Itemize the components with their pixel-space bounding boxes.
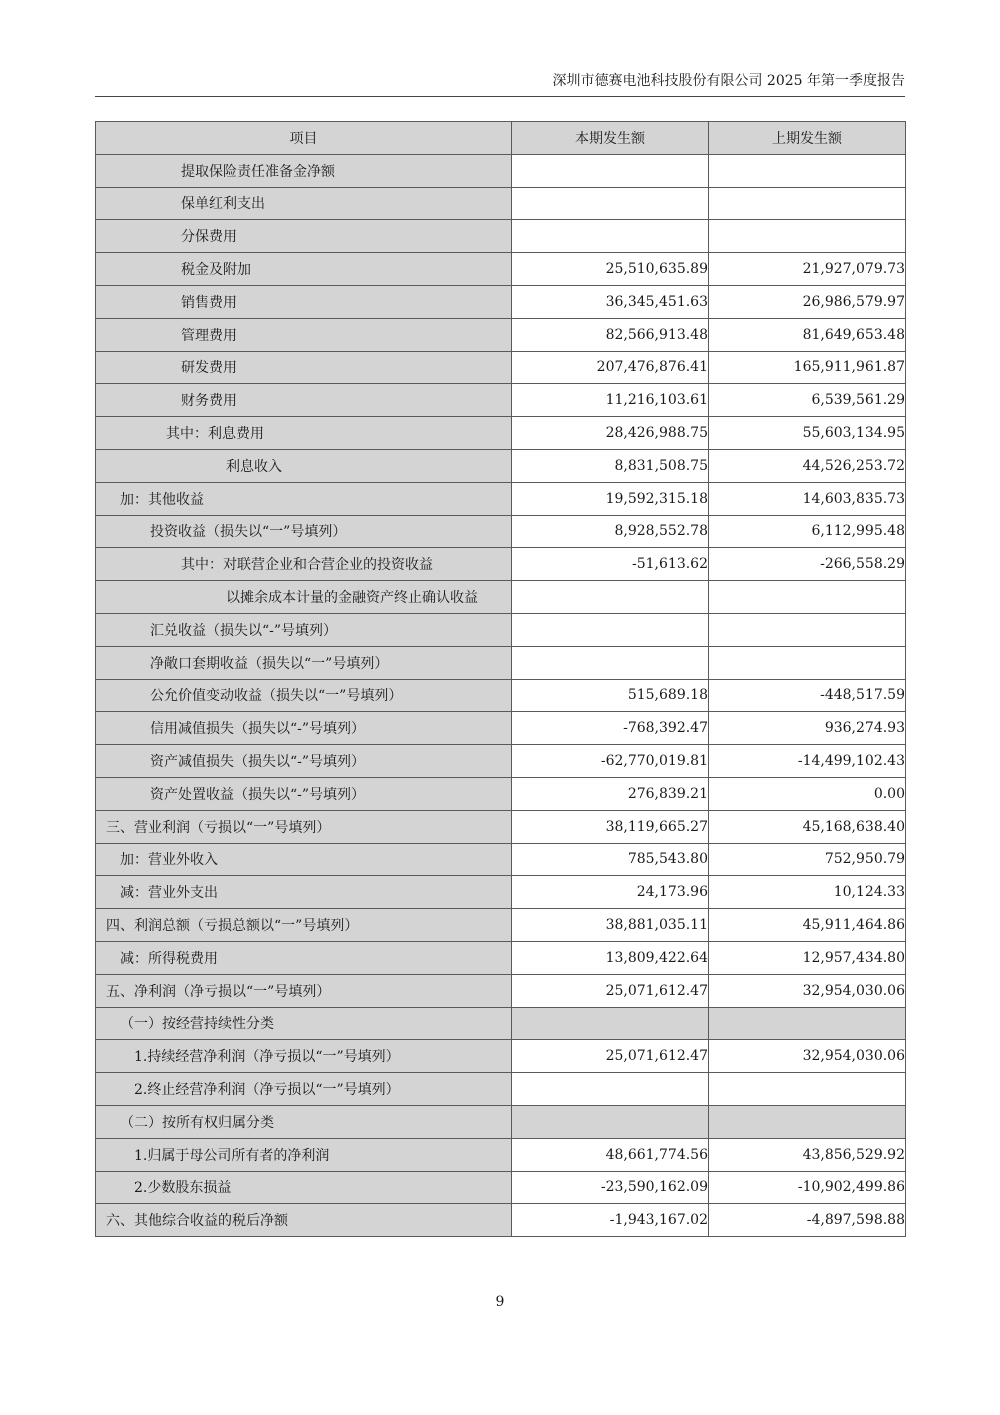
cell-prior: 165,911,961.87 bbox=[709, 351, 906, 384]
cell-prior: 6,112,995.48 bbox=[709, 515, 906, 548]
row-label: 公允价值变动收益（损失以“一”号填列） bbox=[96, 679, 512, 712]
cell-current: -768,392.47 bbox=[512, 712, 709, 745]
table-row bbox=[96, 351, 906, 384]
table-row bbox=[96, 777, 906, 810]
cell-prior bbox=[709, 220, 906, 253]
table-row bbox=[96, 745, 906, 778]
cell-current: 8,831,508.75 bbox=[512, 449, 709, 482]
cell-current: 28,426,988.75 bbox=[512, 417, 709, 450]
cell-current: 36,345,451.63 bbox=[512, 285, 709, 318]
cell-prior: -14,499,102.43 bbox=[709, 745, 906, 778]
cell-prior: -10,902,499.86 bbox=[709, 1171, 906, 1204]
cell-current: 207,476,876.41 bbox=[512, 351, 709, 384]
table-row bbox=[96, 220, 906, 253]
cell-current: 25,071,612.47 bbox=[512, 1040, 709, 1073]
cell-prior: 43,856,529.92 bbox=[709, 1138, 906, 1171]
table-row bbox=[96, 679, 906, 712]
table-row bbox=[96, 876, 906, 909]
table-row bbox=[96, 941, 906, 974]
table-row bbox=[96, 1171, 906, 1204]
row-label: （二）按所有权归属分类 bbox=[96, 1105, 512, 1138]
row-label: 财务费用 bbox=[96, 384, 512, 417]
cell-prior: 14,603,835.73 bbox=[709, 482, 906, 515]
table-row bbox=[96, 974, 906, 1007]
row-label: 五、净利润（净亏损以“一”号填列） bbox=[96, 974, 512, 1007]
table-row bbox=[96, 843, 906, 876]
table-row bbox=[96, 646, 906, 679]
table-row bbox=[96, 1007, 906, 1040]
row-label: 2.少数股东损益 bbox=[96, 1171, 512, 1204]
cell-prior: 12,957,434.80 bbox=[709, 941, 906, 974]
row-label: 四、利润总额（亏损总额以“一”号填列） bbox=[96, 909, 512, 942]
table-row bbox=[96, 581, 906, 614]
table-row bbox=[96, 417, 906, 450]
row-label: 2.终止经营净利润（净亏损以“一”号填列） bbox=[96, 1073, 512, 1106]
cell-current: 38,119,665.27 bbox=[512, 810, 709, 843]
row-label: 加：其他收益 bbox=[96, 482, 512, 515]
cell-current: 11,216,103.61 bbox=[512, 384, 709, 417]
table-body bbox=[96, 154, 906, 1236]
row-label: （一）按经营持续性分类 bbox=[96, 1007, 512, 1040]
row-label: 以摊余成本计量的金融资产终止确认收益 bbox=[96, 581, 512, 614]
row-label: 减：所得税费用 bbox=[96, 941, 512, 974]
cell-current: 515,689.18 bbox=[512, 679, 709, 712]
cell-current: 276,839.21 bbox=[512, 777, 709, 810]
row-label: 减：营业外支出 bbox=[96, 876, 512, 909]
row-label: 1.持续经营净利润（净亏损以“一”号填列） bbox=[96, 1040, 512, 1073]
cell-prior bbox=[709, 154, 906, 187]
row-label: 资产处置收益（损失以“-”号填列） bbox=[96, 777, 512, 810]
cell-prior: -4,897,598.88 bbox=[709, 1204, 906, 1237]
table-row bbox=[96, 909, 906, 942]
cell-prior: -448,517.59 bbox=[709, 679, 906, 712]
cell-current: 8,928,552.78 bbox=[512, 515, 709, 548]
table-row bbox=[96, 515, 906, 548]
row-label: 三、营业利润（亏损以“一”号填列） bbox=[96, 810, 512, 843]
row-label: 投资收益（损失以“一”号填列） bbox=[96, 515, 512, 548]
table-row bbox=[96, 384, 906, 417]
cell-prior: 0.00 bbox=[709, 777, 906, 810]
row-label: 信用减值损失（损失以“-”号填列） bbox=[96, 712, 512, 745]
table-row bbox=[96, 712, 906, 745]
table-header-row bbox=[96, 122, 906, 155]
report-header: 深圳市德赛电池科技股份有限公司 2025 年第一季度报告 bbox=[95, 70, 905, 97]
cell-prior bbox=[709, 646, 906, 679]
row-label: 销售费用 bbox=[96, 285, 512, 318]
cell-current: 24,173.96 bbox=[512, 876, 709, 909]
cell-current bbox=[512, 187, 709, 220]
cell-prior: 45,911,464.86 bbox=[709, 909, 906, 942]
row-label: 净敞口套期收益（损失以“一”号填列） bbox=[96, 646, 512, 679]
row-label: 其中：对联营企业和合营企业的投资收益 bbox=[96, 548, 512, 581]
cell-current: 82,566,913.48 bbox=[512, 318, 709, 351]
cell-current: 19,592,315.18 bbox=[512, 482, 709, 515]
table-row bbox=[96, 449, 906, 482]
column-header-item: 项目 bbox=[96, 122, 512, 155]
row-label: 管理费用 bbox=[96, 318, 512, 351]
cell-current bbox=[512, 581, 709, 614]
cell-prior: 26,986,579.97 bbox=[709, 285, 906, 318]
cell-prior: 32,954,030.06 bbox=[709, 974, 906, 1007]
page-number: 9 bbox=[495, 1294, 505, 1310]
cell-prior: 81,649,653.48 bbox=[709, 318, 906, 351]
cell-current bbox=[512, 220, 709, 253]
cell-prior: -266,558.29 bbox=[709, 548, 906, 581]
row-label: 1.归属于母公司所有者的净利润 bbox=[96, 1138, 512, 1171]
cell-prior: 55,603,134.95 bbox=[709, 417, 906, 450]
cell-prior: 44,526,253.72 bbox=[709, 449, 906, 482]
cell-prior bbox=[709, 1105, 906, 1138]
cell-prior: 10,124.33 bbox=[709, 876, 906, 909]
cell-current: 48,661,774.56 bbox=[512, 1138, 709, 1171]
row-label: 六、其他综合收益的税后净额 bbox=[96, 1204, 512, 1237]
cell-prior: 752,950.79 bbox=[709, 843, 906, 876]
income-statement-table bbox=[95, 121, 906, 1237]
row-label: 研发费用 bbox=[96, 351, 512, 384]
table-row bbox=[96, 253, 906, 286]
cell-current bbox=[512, 613, 709, 646]
table-row bbox=[96, 1073, 906, 1106]
column-header-prior: 上期发生额 bbox=[709, 122, 906, 155]
row-label: 保单红利支出 bbox=[96, 187, 512, 220]
cell-prior bbox=[709, 1007, 906, 1040]
table-row bbox=[96, 1204, 906, 1237]
cell-prior: 45,168,638.40 bbox=[709, 810, 906, 843]
row-label: 分保费用 bbox=[96, 220, 512, 253]
cell-current bbox=[512, 1105, 709, 1138]
cell-current: -62,770,019.81 bbox=[512, 745, 709, 778]
cell-current: 25,510,635.89 bbox=[512, 253, 709, 286]
table-row bbox=[96, 1138, 906, 1171]
cell-current bbox=[512, 1073, 709, 1106]
cell-current: 785,543.80 bbox=[512, 843, 709, 876]
row-label: 提取保险责任准备金净额 bbox=[96, 154, 512, 187]
table-row bbox=[96, 154, 906, 187]
table-row bbox=[96, 810, 906, 843]
row-label: 加：营业外收入 bbox=[96, 843, 512, 876]
cell-prior bbox=[709, 187, 906, 220]
row-label: 利息收入 bbox=[96, 449, 512, 482]
cell-current: -1,943,167.02 bbox=[512, 1204, 709, 1237]
cell-current: 13,809,422.64 bbox=[512, 941, 709, 974]
cell-prior: 936,274.93 bbox=[709, 712, 906, 745]
row-label: 税金及附加 bbox=[96, 253, 512, 286]
table-row bbox=[96, 1040, 906, 1073]
row-label: 汇兑收益（损失以“-”号填列） bbox=[96, 613, 512, 646]
row-label: 资产减值损失（损失以“-”号填列） bbox=[96, 745, 512, 778]
table-row bbox=[96, 613, 906, 646]
table-row bbox=[96, 285, 906, 318]
cell-current: -51,613.62 bbox=[512, 548, 709, 581]
cell-current bbox=[512, 646, 709, 679]
cell-prior: 6,539,561.29 bbox=[709, 384, 906, 417]
cell-prior bbox=[709, 581, 906, 614]
column-header-current: 本期发生额 bbox=[512, 122, 709, 155]
table-row bbox=[96, 1105, 906, 1138]
table-row bbox=[96, 548, 906, 581]
cell-prior bbox=[709, 1073, 906, 1106]
cell-prior bbox=[709, 613, 906, 646]
cell-current bbox=[512, 1007, 709, 1040]
row-label: 其中：利息费用 bbox=[96, 417, 512, 450]
table-row bbox=[96, 482, 906, 515]
table-row bbox=[96, 318, 906, 351]
cell-prior: 32,954,030.06 bbox=[709, 1040, 906, 1073]
cell-current: 38,881,035.11 bbox=[512, 909, 709, 942]
cell-current bbox=[512, 154, 709, 187]
cell-current: 25,071,612.47 bbox=[512, 974, 709, 1007]
cell-prior: 21,927,079.73 bbox=[709, 253, 906, 286]
cell-current: -23,590,162.09 bbox=[512, 1171, 709, 1204]
table-row bbox=[96, 187, 906, 220]
